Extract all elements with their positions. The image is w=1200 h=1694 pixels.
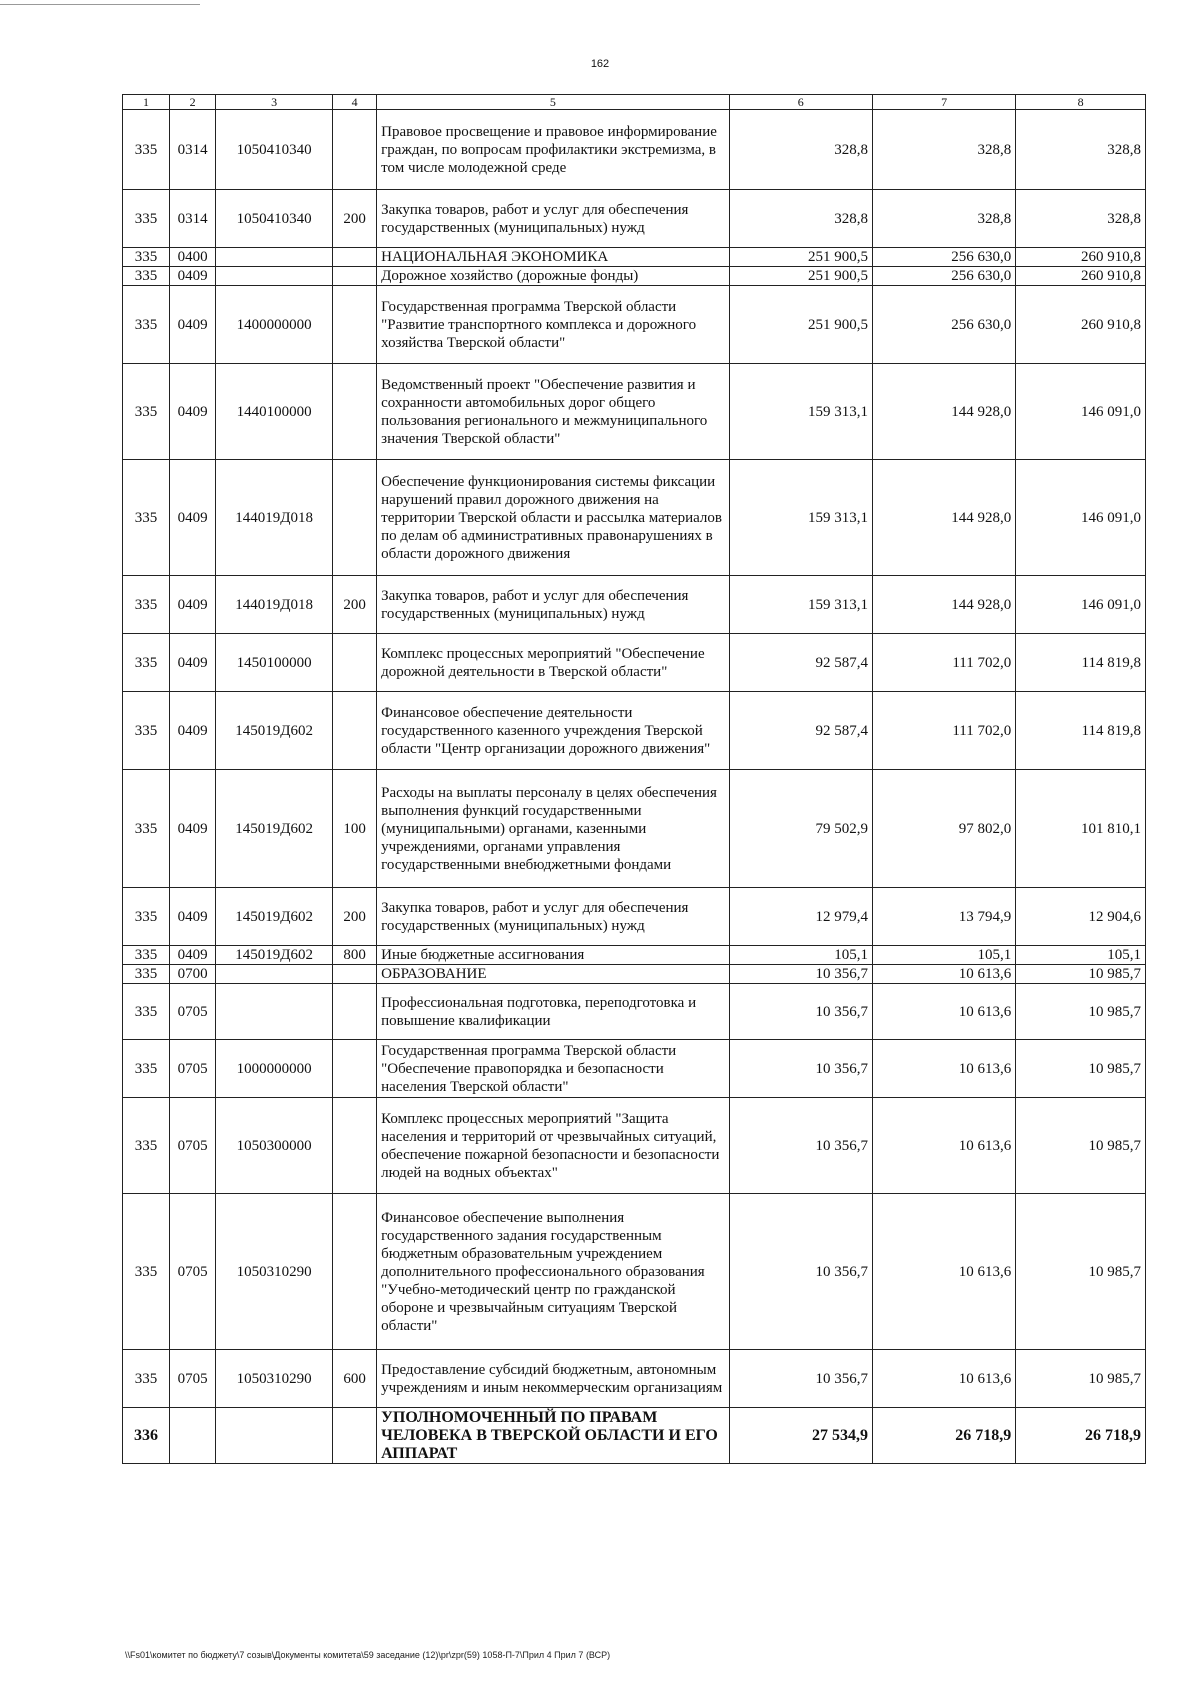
section-code-cell: 0705 [170, 984, 216, 1040]
table-header [123, 95, 1146, 110]
description-cell: Закупка товаров, работ и услуг для обеспечения государственных (муниципальных) нужд [377, 190, 730, 248]
table-row [123, 267, 1146, 286]
target-article-cell: 1000000000 [216, 1040, 333, 1098]
expense-type-cell [333, 1194, 377, 1350]
amount-cell: 251 900,5 [729, 267, 872, 286]
amount-cell: 10 613,6 [872, 965, 1015, 984]
table-row [123, 1350, 1146, 1408]
row-code-cell: 335 [123, 364, 170, 460]
description-cell: Финансовое обеспечение выполнения государственного задания государственным бюджетным образовательным учреждением дополнительного профессионального образования "Учебно-методический центр по гражданской обороне и чрезвычайным ситуациям Тверской области" [377, 1194, 730, 1350]
amount-cell: 146 091,0 [1016, 576, 1146, 634]
amount-cell: 27 534,9 [729, 1408, 872, 1464]
amount-cell: 10 613,6 [872, 1098, 1015, 1194]
amount-cell: 79 502,9 [729, 770, 872, 888]
target-article-cell [216, 248, 333, 267]
section-code-cell: 0409 [170, 888, 216, 946]
amount-cell: 256 630,0 [872, 267, 1015, 286]
target-article-cell: 1050410340 [216, 190, 333, 248]
description-cell: Финансовое обеспечение деятельности государственного казенного учреждения Тверской области "Центр организации дорожного движения" [377, 692, 730, 770]
row-code-cell: 335 [123, 692, 170, 770]
amount-cell: 159 313,1 [729, 364, 872, 460]
expense-type-cell [333, 110, 377, 190]
target-article-cell: 1050410340 [216, 110, 333, 190]
section-code-cell: 0409 [170, 634, 216, 692]
amount-cell: 10 613,6 [872, 1040, 1015, 1098]
row-code-cell: 335 [123, 190, 170, 248]
table-row [123, 946, 1146, 965]
section-code-cell: 0409 [170, 692, 216, 770]
amount-cell: 114 819,8 [1016, 692, 1146, 770]
row-code-cell: 335 [123, 1194, 170, 1350]
amount-cell: 10 356,7 [729, 1098, 872, 1194]
row-code-cell: 335 [123, 286, 170, 364]
amount-cell: 10 985,7 [1016, 965, 1146, 984]
page-number: 162 [590, 58, 610, 70]
amount-cell: 328,8 [729, 110, 872, 190]
description-cell: Обеспечение функционирования системы фиксации нарушений правил дорожного движения на территории Тверской области и рассылка материалов по делам об административных правонарушениях в области дорожного движения [377, 460, 730, 576]
column-header: 7 [872, 95, 1015, 110]
section-code-cell: 0705 [170, 1040, 216, 1098]
amount-cell: 97 802,0 [872, 770, 1015, 888]
column-header: 1 [123, 95, 170, 110]
description-cell: Иные бюджетные ассигнования [377, 946, 730, 965]
amount-cell: 12 979,4 [729, 888, 872, 946]
amount-cell: 92 587,4 [729, 634, 872, 692]
amount-cell: 101 810,1 [1016, 770, 1146, 888]
amount-cell: 251 900,5 [729, 248, 872, 267]
row-code-cell: 335 [123, 1350, 170, 1408]
expense-type-cell [333, 634, 377, 692]
target-article-cell [216, 267, 333, 286]
table-row [123, 1408, 1146, 1464]
amount-cell: 328,8 [872, 110, 1015, 190]
amount-cell: 10 356,7 [729, 1350, 872, 1408]
amount-cell: 10 985,7 [1016, 984, 1146, 1040]
expense-type-cell [333, 965, 377, 984]
column-header: 3 [216, 95, 333, 110]
amount-cell: 159 313,1 [729, 576, 872, 634]
expense-type-cell [333, 984, 377, 1040]
expense-type-cell [333, 267, 377, 286]
amount-cell: 260 910,8 [1016, 267, 1146, 286]
expense-type-cell [333, 286, 377, 364]
file-path-footer: \\Fs01\комитет по бюджету\7 созыв\Документы комитета\59 заседание (12)\pr\zpr(59) 1058-П-7\Прил 4 Прил 7 (ВСР) [125, 1650, 611, 1660]
description-cell: Правовое просвещение и правовое информирование граждан, по вопросам профилактики экстремизма, в том числе молодежной среде [377, 110, 730, 190]
amount-cell: 144 928,0 [872, 364, 1015, 460]
target-article-cell: 144019Д018 [216, 576, 333, 634]
section-code-cell: 0314 [170, 190, 216, 248]
amount-cell: 12 904,6 [1016, 888, 1146, 946]
section-code-cell: 0409 [170, 364, 216, 460]
description-cell: Государственная программа Тверской области "Обеспечение правопорядка и безопасности населения Тверской области" [377, 1040, 730, 1098]
amount-cell: 10 613,6 [872, 1194, 1015, 1350]
expense-type-cell: 600 [333, 1350, 377, 1408]
row-code-cell: 335 [123, 946, 170, 965]
amount-cell: 144 928,0 [872, 576, 1015, 634]
amount-cell: 260 910,8 [1016, 248, 1146, 267]
row-code-cell: 335 [123, 888, 170, 946]
section-code-cell: 0409 [170, 576, 216, 634]
column-header: 4 [333, 95, 377, 110]
description-cell: Комплекс процессных мероприятий "Обеспечение дорожной деятельности в Тверской области" [377, 634, 730, 692]
amount-cell: 111 702,0 [872, 634, 1015, 692]
section-code-cell [170, 1408, 216, 1464]
row-code-cell: 335 [123, 1098, 170, 1194]
amount-cell: 114 819,8 [1016, 634, 1146, 692]
expense-type-cell [333, 1040, 377, 1098]
section-code-cell: 0700 [170, 965, 216, 984]
amount-cell: 105,1 [872, 946, 1015, 965]
amount-cell: 10 613,6 [872, 984, 1015, 1040]
amount-cell: 260 910,8 [1016, 286, 1146, 364]
amount-cell: 10 356,7 [729, 984, 872, 1040]
amount-cell: 10 356,7 [729, 1194, 872, 1350]
section-code-cell: 0409 [170, 286, 216, 364]
expense-type-cell [333, 1098, 377, 1194]
table-row [123, 1098, 1146, 1194]
amount-cell: 26 718,9 [872, 1408, 1015, 1464]
table-row [123, 576, 1146, 634]
amount-cell: 105,1 [729, 946, 872, 965]
table-row [123, 460, 1146, 576]
target-article-cell: 145019Д602 [216, 946, 333, 965]
amount-cell: 10 356,7 [729, 1040, 872, 1098]
column-header: 5 [377, 95, 730, 110]
amount-cell: 10 985,7 [1016, 1098, 1146, 1194]
target-article-cell: 145019Д602 [216, 692, 333, 770]
description-cell: Государственная программа Тверской области "Развитие транспортного комплекса и дорожного хозяйства Тверской области" [377, 286, 730, 364]
column-header: 6 [729, 95, 872, 110]
amount-cell: 146 091,0 [1016, 460, 1146, 576]
description-cell: НАЦИОНАЛЬНАЯ ЭКОНОМИКА [377, 248, 730, 267]
description-cell: Профессиональная подготовка, переподготовка и повышение квалификации [377, 984, 730, 1040]
expense-type-cell [333, 460, 377, 576]
amount-cell: 10 985,7 [1016, 1350, 1146, 1408]
amount-cell: 10 356,7 [729, 965, 872, 984]
description-cell: Закупка товаров, работ и услуг для обеспечения государственных (муниципальных) нужд [377, 576, 730, 634]
section-code-cell: 0705 [170, 1194, 216, 1350]
row-code-cell: 335 [123, 460, 170, 576]
target-article-cell: 1050300000 [216, 1098, 333, 1194]
target-article-cell: 1400000000 [216, 286, 333, 364]
row-code-cell: 335 [123, 110, 170, 190]
expense-type-cell [333, 364, 377, 460]
amount-cell: 328,8 [1016, 110, 1146, 190]
expense-type-cell: 200 [333, 888, 377, 946]
amount-cell: 144 928,0 [872, 460, 1015, 576]
section-code-cell: 0705 [170, 1098, 216, 1194]
section-code-cell: 0409 [170, 460, 216, 576]
table-row [123, 286, 1146, 364]
target-article-cell: 1450100000 [216, 634, 333, 692]
amount-cell: 256 630,0 [872, 248, 1015, 267]
amount-cell: 111 702,0 [872, 692, 1015, 770]
section-code-cell: 0705 [170, 1350, 216, 1408]
target-article-cell [216, 1408, 333, 1464]
section-code-cell: 0400 [170, 248, 216, 267]
amount-cell: 146 091,0 [1016, 364, 1146, 460]
amount-cell: 10 613,6 [872, 1350, 1015, 1408]
row-code-cell: 335 [123, 965, 170, 984]
section-code-cell: 0409 [170, 770, 216, 888]
column-header: 8 [1016, 95, 1146, 110]
row-code-cell: 336 [123, 1408, 170, 1464]
row-code-cell: 335 [123, 984, 170, 1040]
table-row [123, 1040, 1146, 1098]
row-code-cell: 335 [123, 1040, 170, 1098]
row-code-cell: 335 [123, 634, 170, 692]
expense-type-cell [333, 692, 377, 770]
expense-type-cell [333, 248, 377, 267]
target-article-cell [216, 965, 333, 984]
table-row [123, 770, 1146, 888]
description-cell: Дорожное хозяйство (дорожные фонды) [377, 267, 730, 286]
amount-cell: 251 900,5 [729, 286, 872, 364]
description-cell: Предоставление субсидий бюджетным, автономным учреждениям и иным некоммерческим организациям [377, 1350, 730, 1408]
expense-type-cell [333, 1408, 377, 1464]
table-row [123, 110, 1146, 190]
amount-cell: 328,8 [1016, 190, 1146, 248]
table-row [123, 888, 1146, 946]
row-code-cell: 335 [123, 248, 170, 267]
amount-cell: 10 985,7 [1016, 1040, 1146, 1098]
target-article-cell: 145019Д602 [216, 888, 333, 946]
target-article-cell: 144019Д018 [216, 460, 333, 576]
table-row [123, 965, 1146, 984]
scan-edge-line [0, 4, 200, 5]
row-code-cell: 335 [123, 267, 170, 286]
section-code-cell: 0409 [170, 267, 216, 286]
target-article-cell: 1440100000 [216, 364, 333, 460]
table-row [123, 364, 1146, 460]
amount-cell: 13 794,9 [872, 888, 1015, 946]
row-code-cell: 335 [123, 770, 170, 888]
amount-cell: 256 630,0 [872, 286, 1015, 364]
description-cell: Закупка товаров, работ и услуг для обеспечения государственных (муниципальных) нужд [377, 888, 730, 946]
table-row [123, 248, 1146, 267]
amount-cell: 328,8 [872, 190, 1015, 248]
expense-type-cell: 200 [333, 190, 377, 248]
description-cell: Комплекс процессных мероприятий "Защита населения и территорий от чрезвычайных ситуаций, обеспечение пожарной безопасности и безопасности людей на водных объектах" [377, 1098, 730, 1194]
target-article-cell: 145019Д602 [216, 770, 333, 888]
expense-type-cell: 100 [333, 770, 377, 888]
table-row [123, 692, 1146, 770]
table-body [123, 110, 1146, 1464]
amount-cell: 10 985,7 [1016, 1194, 1146, 1350]
table-row [123, 984, 1146, 1040]
amount-cell: 92 587,4 [729, 692, 872, 770]
expense-type-cell: 800 [333, 946, 377, 965]
expense-type-cell: 200 [333, 576, 377, 634]
target-article-cell: 1050310290 [216, 1194, 333, 1350]
budget-table [122, 94, 1146, 1464]
amount-cell: 105,1 [1016, 946, 1146, 965]
section-code-cell: 0409 [170, 946, 216, 965]
description-cell: ОБРАЗОВАНИЕ [377, 965, 730, 984]
table-row [123, 1194, 1146, 1350]
row-code-cell: 335 [123, 576, 170, 634]
description-cell: УПОЛНОМОЧЕННЫЙ ПО ПРАВАМ ЧЕЛОВЕКА В ТВЕРСКОЙ ОБЛАСТИ И ЕГО АППАРАТ [377, 1408, 730, 1464]
column-header: 2 [170, 95, 216, 110]
amount-cell: 26 718,9 [1016, 1408, 1146, 1464]
description-cell: Расходы на выплаты персоналу в целях обеспечения выполнения функций государственными (муниципальными) органами, казенными учреждениями, органами управления государственными внебюджетными фондами [377, 770, 730, 888]
amount-cell: 159 313,1 [729, 460, 872, 576]
amount-cell: 328,8 [729, 190, 872, 248]
table-row [123, 634, 1146, 692]
section-code-cell: 0314 [170, 110, 216, 190]
table-row [123, 190, 1146, 248]
target-article-cell [216, 984, 333, 1040]
description-cell: Ведомственный проект "Обеспечение развития и сохранности автомобильных дорог общего пользования регионального и межмуниципального значения Тверской области" [377, 364, 730, 460]
target-article-cell: 1050310290 [216, 1350, 333, 1408]
